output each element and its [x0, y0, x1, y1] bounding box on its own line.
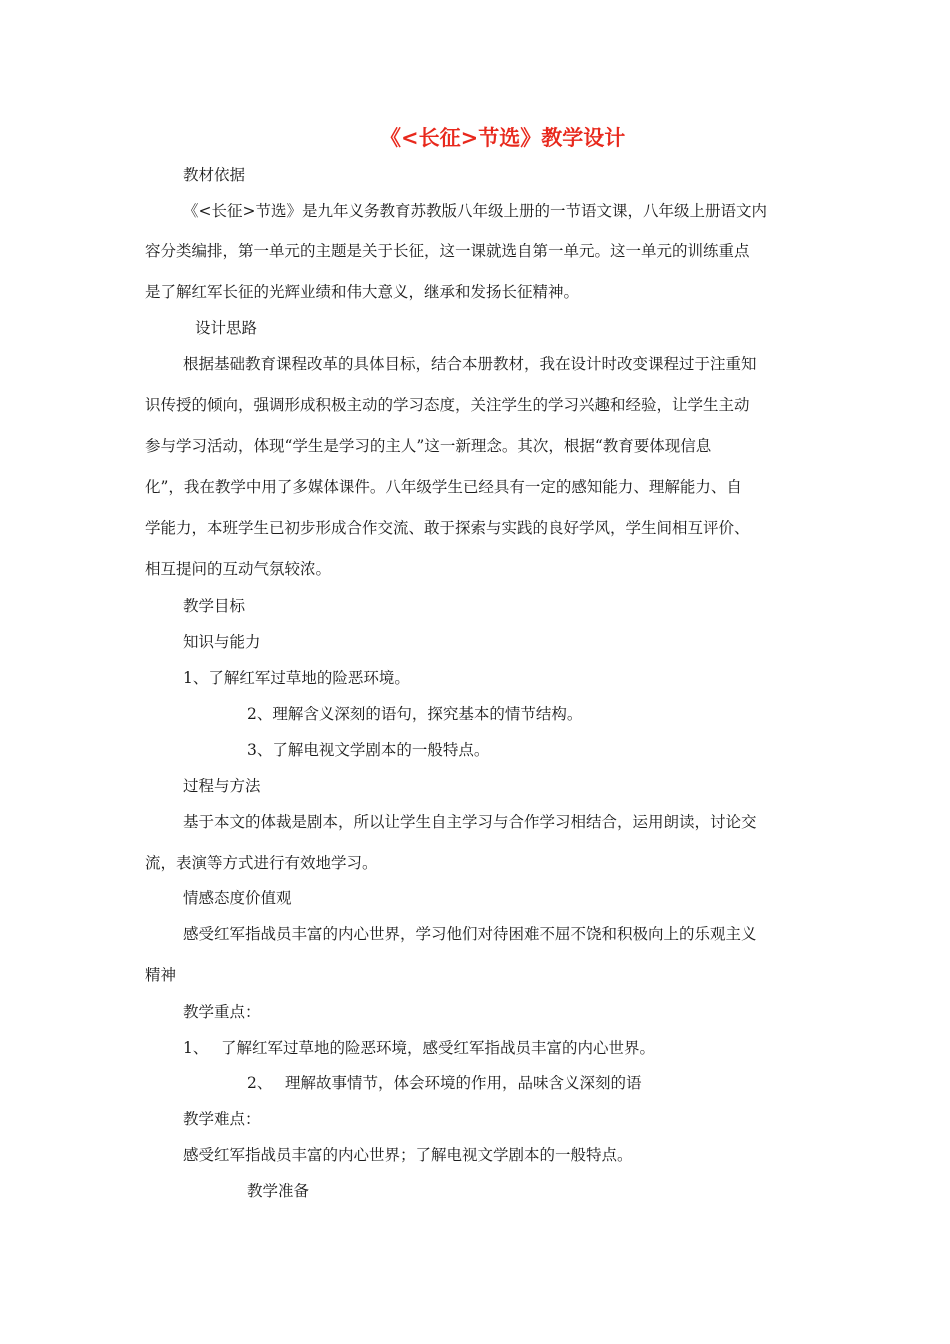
heading-key-points: 教学重点：: [183, 1003, 261, 1021]
paragraph-line: 识传授的倾向，强调形成积极主动的学习态度，关注学生的学习兴趣和经验，让学生主动: [145, 396, 750, 414]
paragraph-line: 感受红军指战员丰富的内心世界，学习他们对待困难不屈不饶和积极向上的乐观主义: [183, 925, 757, 943]
heading-difficulties: 教学难点：: [183, 1110, 261, 1128]
paragraph-line: 学能力，本班学生已初步形成合作交流、敢于探索与实践的良好学风，学生间相互评价、: [145, 519, 750, 537]
paragraph-line: 感受红军指战员丰富的内心世界；了解电视文学剧本的一般特点。: [183, 1146, 633, 1164]
heading-design-idea: 设计思路: [195, 319, 258, 337]
subheading-knowledge-ability: 知识与能力: [183, 633, 261, 651]
heading-teaching-goals: 教学目标: [183, 597, 246, 615]
paragraph-line: 基于本文的体裁是剧本，所以让学生自主学习与合作学习相结合，运用朗读，讨论交: [183, 813, 757, 831]
paragraph-line: 参与学习活动，体现“学生是学习的主人”这一新理念。其次，根据“教育要体现信息: [145, 437, 712, 455]
paragraph-line: 是了解红军长征的光辉业绩和伟大意义，继承和发扬长征精神。: [145, 283, 580, 301]
document-title: 《<长征>节选》教学设计: [380, 125, 626, 150]
list-item: 2、理解含义深刻的语句，探究基本的情节结构。: [247, 705, 583, 723]
paragraph-line: 根据基础教育课程改革的具体目标，结合本册教材，我在设计时改变课程过于注重知: [183, 355, 757, 373]
list-item: 1、 了解红军过草地的险恶环境，感受红军指战员丰富的内心世界。: [183, 1039, 656, 1057]
paragraph-line: 《<长征>节选》是九年义务教育苏教版八年级上册的一节语文课，八年级上册语文内: [183, 202, 767, 220]
heading-preparation: 教学准备: [247, 1182, 310, 1200]
paragraph-line: 相互提问的互动气氛较浓。: [145, 560, 332, 578]
paragraph-line: 流，表演等方式进行有效地学习。: [145, 854, 378, 872]
heading-textbook-basis: 教材依据: [183, 166, 246, 184]
subheading-emotion-values: 情感态度价值观: [183, 889, 292, 907]
paragraph-line: 容分类编排，第一单元的主题是关于长征，这一课就选自第一单元。这一单元的训练重点: [145, 242, 750, 260]
paragraph-line: 化”，我在教学中用了多媒体课件。八年级学生已经具有一定的感知能力、理解能力、自: [145, 478, 742, 496]
list-item: 3、了解电视文学剧本的一般特点。: [247, 741, 490, 759]
subheading-process-method: 过程与方法: [183, 777, 261, 795]
list-item: 2、 理解故事情节，体会环境的作用，品味含义深刻的语: [247, 1074, 642, 1092]
paragraph-line: 精神: [145, 966, 177, 984]
list-item: 1、了解红军过草地的险恶环境。: [183, 669, 410, 687]
